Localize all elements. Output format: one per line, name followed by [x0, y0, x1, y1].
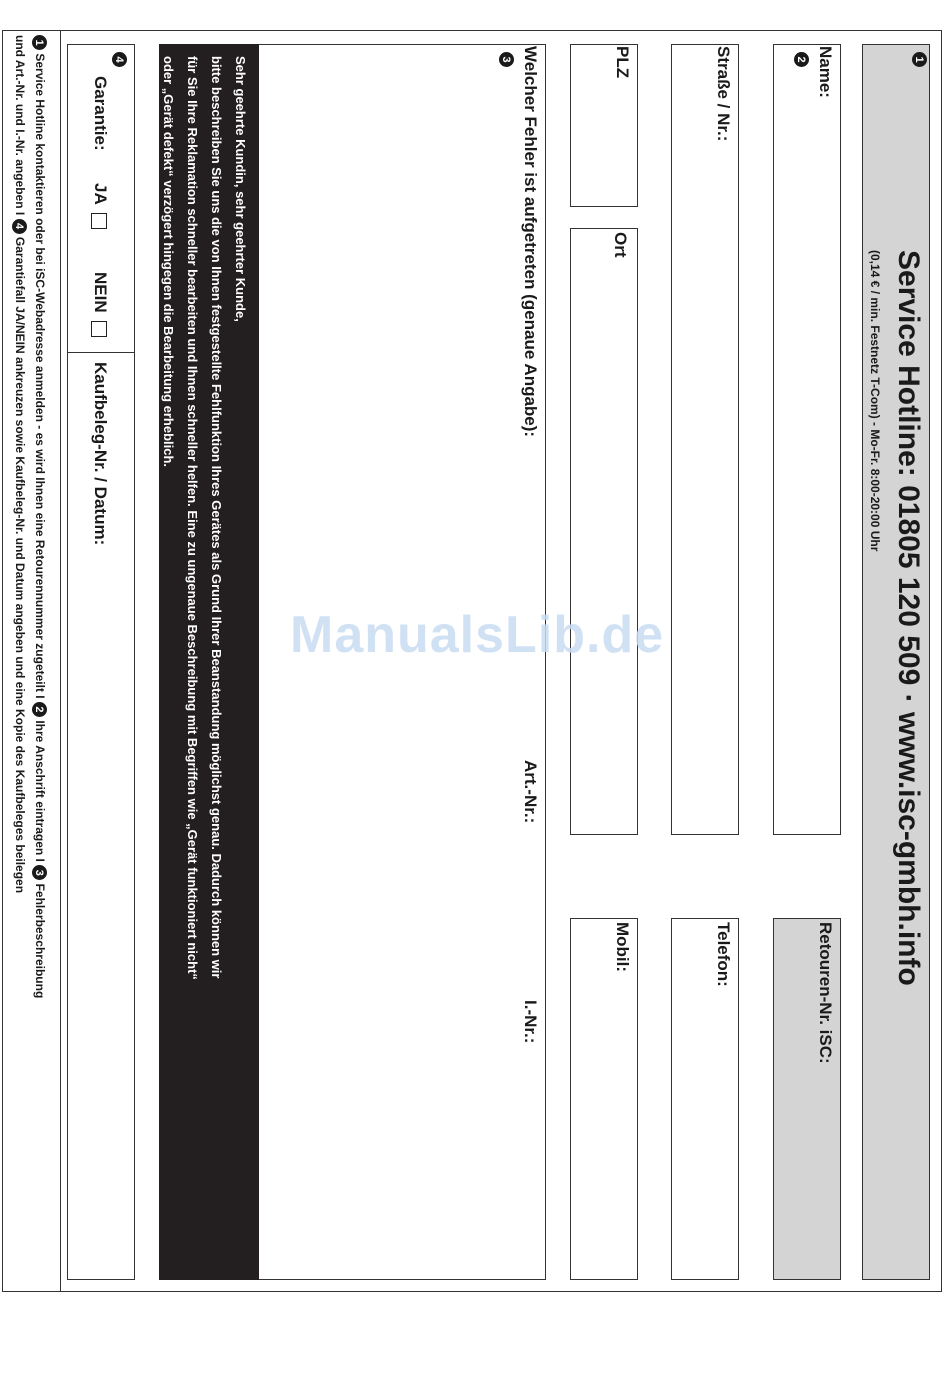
street-field[interactable]: [671, 44, 739, 835]
notice-line: Sehr geehrte Kundin, sehr geehrter Kunde,: [233, 56, 248, 322]
warranty-yes-label: JA: [91, 183, 110, 205]
mobile-label: Mobil:: [613, 922, 632, 973]
fault-step-badge: 3: [497, 52, 515, 67]
notice-line: für Sie Ihre Reklamation schneller bearbeiten und Ihnen schneller helfen. Eine zu ungenaue Beschreibung mit Begriffen wie „Gerät funktioniert nicht“: [185, 56, 200, 980]
notice-line: oder „Gerät defekt“ verzögert hingegen die Bearbeitung erheblich.: [161, 56, 176, 468]
plz-label: PLZ: [613, 46, 632, 79]
name-field[interactable]: [773, 44, 841, 835]
tariff-note: (0,14 € / min. Festnetz T-Com) - Mo-Fr. 8:00-20:00 Uhr: [868, 250, 882, 552]
service-hotline-title: Service Hotline: 01805 120 509 · www.isc-gmbh.info: [892, 250, 925, 986]
customer-notice-text: [156, 56, 252, 980]
watermark: ManualsLib.de: [290, 606, 665, 664]
city-field[interactable]: [570, 228, 638, 835]
warranty-step-badge: 4: [110, 52, 128, 67]
warranty-no-label: NEIN: [91, 272, 110, 313]
street-label: Straße / Nr.:: [714, 46, 733, 142]
notice-line: bitte beschreiben Sie uns die von Ihnen festgestellte Fehlfunktion Ihres Gerätes als Grund Ihrer Beanstandung möglichst genau. Dadurch können wir: [209, 56, 224, 979]
ident-number-label: I.-Nr.:: [521, 1000, 540, 1044]
footer-divider: [60, 30, 61, 1292]
warranty-yes[interactable]: [90, 183, 110, 229]
warranty-yes-checkbox[interactable]: [91, 213, 107, 229]
name-step-badge: 2: [792, 52, 810, 67]
receipt-label: Kaufbeleg-Nr. / Datum:: [91, 362, 110, 546]
mobile-field[interactable]: [570, 918, 638, 1280]
warranty-label: Garantie:: [91, 76, 110, 151]
phone-label: Telefon:: [714, 922, 733, 987]
footer-line-2: und Art.-Nr. und I.-Nr. angeben I 4 Garantiefall JA/NEIN ankreuzen sowie Kaufbeleg-Nr. und Datum angeben und eine Kopie des Kaufbeleges beilegen: [13, 35, 27, 894]
warranty-divider: [67, 352, 135, 353]
name-label: Name:: [816, 46, 835, 98]
warranty-no-checkbox[interactable]: [91, 321, 107, 337]
warranty-no[interactable]: [90, 272, 110, 337]
header-step-badge: 1: [910, 52, 928, 67]
footer-line-1: 1 Service Hotline kontaktieren oder bei iSC-Webadresse anmelden - es wird Ihnen eine Retourennummer zugeteilt I 2 Ihre Anschrift eintragen I 3 Fehlerbeschreibung: [30, 35, 50, 998]
article-number-label: Art.-Nr.:: [521, 760, 540, 824]
city-label: Ort: [611, 232, 630, 258]
return-number-label: Retouren-Nr. iSC:: [816, 922, 835, 1064]
footer-instructions: [10, 35, 50, 998]
fault-label: Welcher Fehler ist aufgetreten (genaue Angabe):: [521, 46, 540, 438]
warranty-box: [67, 44, 135, 1280]
